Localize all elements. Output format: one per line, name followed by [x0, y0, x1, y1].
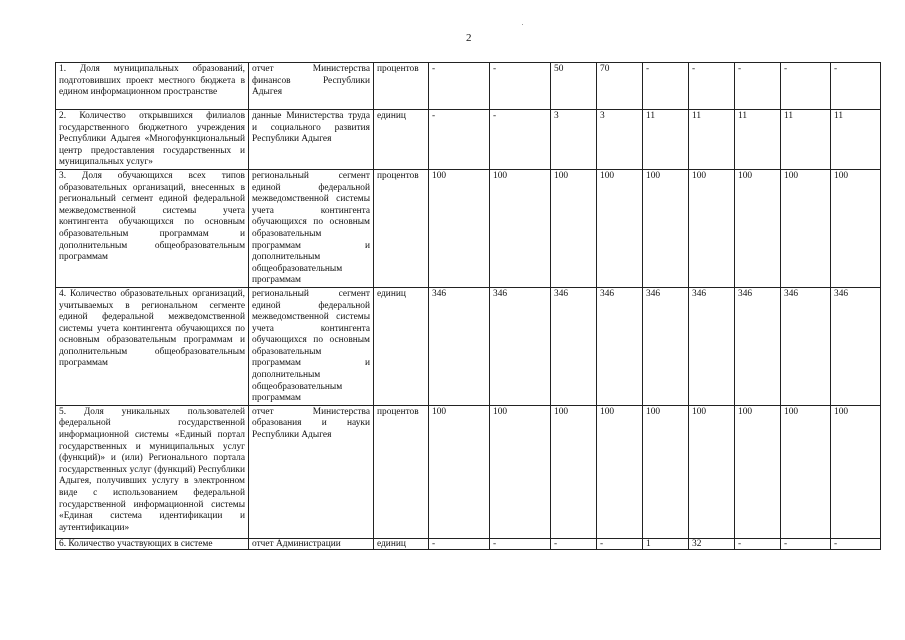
indicator-value-cell: - — [429, 110, 490, 170]
indicator-name-cell: 1. Доля муниципальных образований, подготовивших проект местного бюджета в едином информационном пространстве — [56, 63, 249, 110]
indicator-value-cell: 100 — [429, 405, 490, 538]
indicator-value-cell: 70 — [597, 63, 643, 110]
indicators-table — [55, 62, 881, 550]
indicator-value-cell: 50 — [551, 63, 597, 110]
indicator-unit-cell: единиц — [374, 287, 429, 405]
indicator-value-cell: - — [689, 63, 735, 110]
indicator-value-cell: - — [735, 63, 781, 110]
indicator-value-cell: 11 — [689, 110, 735, 170]
table-row — [56, 405, 881, 538]
indicator-unit-cell: процентов — [374, 405, 429, 538]
indicator-value-cell: 100 — [781, 405, 831, 538]
indicator-value-cell: - — [490, 110, 551, 170]
indicator-value-cell: 32 — [689, 538, 735, 549]
indicator-source-cell: региональный сегмент единой федеральной межведомственной системы учета контингента обучающихся по основным образовательным программам и дополнительным общеобразовательным программам — [249, 287, 374, 405]
indicator-source-cell: региональный сегмент единой федеральной межведомственной системы учета контингента обучающихся по основным образовательным программам и дополнительным общеобразовательным программам — [249, 169, 374, 287]
table-row — [56, 169, 881, 287]
indicator-value-cell: 346 — [551, 287, 597, 405]
indicator-value-cell: 346 — [735, 287, 781, 405]
indicator-value-cell: - — [597, 538, 643, 549]
indicator-name-cell: 2. Количество открывшихся филиалов государственного бюджетного учреждения Республики Адыгея «Многофункциональный центр предоставления государственных и муниципальных услуг» — [56, 110, 249, 170]
indicator-value-cell: - — [429, 63, 490, 110]
indicator-name-cell: 6. Количество участвующих в системе — [56, 538, 249, 549]
table-row — [56, 63, 881, 110]
indicator-value-cell: 11 — [781, 110, 831, 170]
indicator-unit-cell: единиц — [374, 538, 429, 549]
indicator-value-cell: 100 — [735, 405, 781, 538]
table-body — [56, 63, 881, 550]
indicator-value-cell: 346 — [643, 287, 689, 405]
indicator-value-cell: - — [831, 538, 881, 549]
scan-speck — [522, 24, 523, 25]
indicator-source-cell: данные Министерства труда и социального развития Республики Адыгея — [249, 110, 374, 170]
indicator-value-cell: 11 — [735, 110, 781, 170]
indicator-value-cell: 100 — [831, 405, 881, 538]
indicator-value-cell: 100 — [490, 405, 551, 538]
indicator-value-cell: 346 — [831, 287, 881, 405]
indicator-value-cell: 3 — [597, 110, 643, 170]
indicator-unit-cell: процентов — [374, 169, 429, 287]
indicator-name-cell: 3. Доля обучающихся всех типов образовательных организаций, внесенных в региональный сегмент единой федеральной межведомственной системы учета контингента обучающихся по основным образовательным программам и дополнительным общеобразовательным программам — [56, 169, 249, 287]
indicator-value-cell: 346 — [490, 287, 551, 405]
indicator-value-cell: 100 — [643, 169, 689, 287]
indicator-source-cell: отчет Министерства образования и науки Республики Адыгея — [249, 405, 374, 538]
indicator-name-cell: 4. Количество образовательных организаций, учитываемых в региональном сегменте единой федеральной межведомственной системы учета контингента обучающихся по основным образовательным программам и дополнительным общеобразовательным программам — [56, 287, 249, 405]
indicator-value-cell: - — [429, 538, 490, 549]
table-row — [56, 538, 881, 549]
indicator-value-cell: 346 — [597, 287, 643, 405]
indicator-value-cell: - — [781, 538, 831, 549]
indicator-value-cell: 11 — [831, 110, 881, 170]
indicator-value-cell: 100 — [490, 169, 551, 287]
indicator-value-cell: 100 — [781, 169, 831, 287]
indicator-value-cell: - — [735, 538, 781, 549]
indicator-value-cell: - — [781, 63, 831, 110]
indicator-value-cell: 100 — [689, 405, 735, 538]
indicator-value-cell: - — [490, 538, 551, 549]
indicator-value-cell: 100 — [735, 169, 781, 287]
indicator-value-cell: 100 — [551, 169, 597, 287]
indicator-value-cell: 346 — [429, 287, 490, 405]
indicator-unit-cell: процентов — [374, 63, 429, 110]
indicator-value-cell: 100 — [831, 169, 881, 287]
table-row — [56, 287, 881, 405]
indicator-unit-cell: единиц — [374, 110, 429, 170]
indicator-name-cell: 5. Доля уникальных пользователей федеральной государственной информационной системы «Единый портал государственных и муниципальных услуг (функций)» и (или) Регионального портала государственных услуг (функций) Республики Адыгея, получивших услугу в электронном виде с использованием федеральной государственной информационной системы «Единая система идентификации и аутентификации» — [56, 405, 249, 538]
indicator-value-cell: 100 — [597, 169, 643, 287]
indicator-value-cell: 346 — [781, 287, 831, 405]
indicator-value-cell: - — [490, 63, 551, 110]
indicator-value-cell: 100 — [689, 169, 735, 287]
indicator-value-cell: 100 — [643, 405, 689, 538]
indicator-value-cell: 3 — [551, 110, 597, 170]
indicator-value-cell: 100 — [551, 405, 597, 538]
page-number: 2 — [466, 32, 472, 44]
indicator-value-cell: 100 — [429, 169, 490, 287]
table-row — [56, 110, 881, 170]
indicator-source-cell: отчет Администрации — [249, 538, 374, 549]
indicator-value-cell: 346 — [689, 287, 735, 405]
indicator-value-cell: - — [643, 63, 689, 110]
indicator-value-cell: 1 — [643, 538, 689, 549]
indicator-value-cell: 100 — [597, 405, 643, 538]
indicator-source-cell: отчет Министерства финансов Республики Адыгея — [249, 63, 374, 110]
indicator-value-cell: - — [831, 63, 881, 110]
indicator-value-cell: - — [551, 538, 597, 549]
indicator-value-cell: 11 — [643, 110, 689, 170]
